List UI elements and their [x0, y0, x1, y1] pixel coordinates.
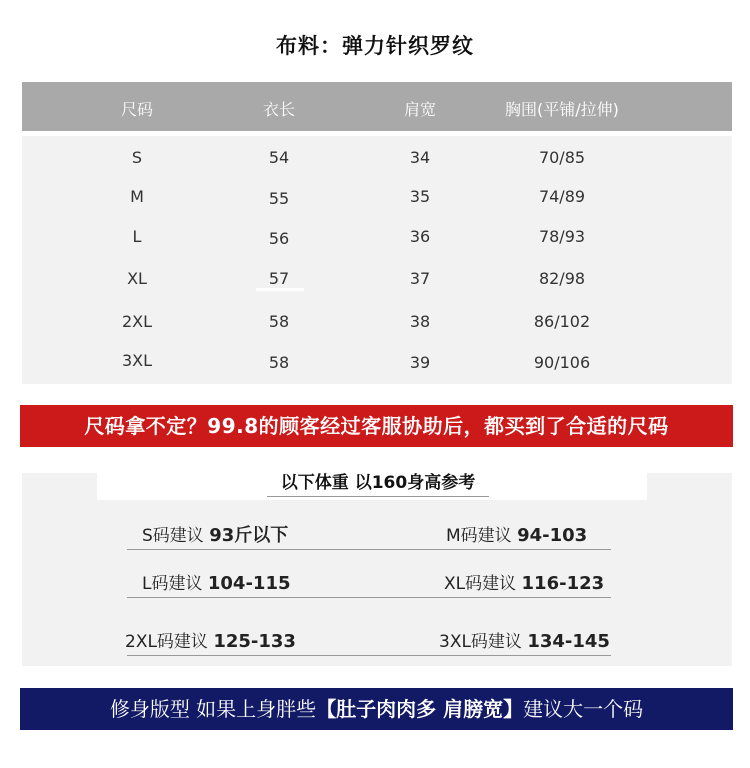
cell-shoulder: 35: [409, 187, 431, 206]
cell-length: 54: [268, 148, 290, 167]
suggestion-2xl: [125, 627, 296, 652]
suggestion-label: 3XL码建议: [439, 632, 528, 652]
fit-advice-banner: [20, 688, 733, 730]
header-shoulder: 肩宽: [403, 100, 436, 119]
suggestion-label: S码建议: [142, 526, 210, 546]
cell-size: 2XL: [121, 312, 153, 331]
suggestion-title: 以下体重 以160身高参考: [267, 473, 489, 497]
cell-size: XL: [127, 269, 147, 288]
cell-shoulder: 34: [409, 148, 431, 167]
size-table-body: [22, 136, 732, 384]
cell-size: M: [130, 187, 144, 206]
suggestion-s: [142, 521, 288, 547]
cell-length: 58: [268, 353, 290, 372]
size-help-banner: 尺码拿不定？99.8的顾客经过客服协助后，都买到了合适的尺码: [20, 405, 733, 447]
cell-size: S: [131, 148, 143, 167]
divider: [127, 549, 611, 550]
cell-length: 56: [268, 229, 290, 248]
suggestion-value: 134-145: [527, 631, 610, 652]
highlight-underline: [256, 288, 304, 291]
cell-shoulder: 39: [409, 353, 431, 372]
suggestion-value: 116-123: [521, 573, 605, 594]
suggestion-value: 125-133: [213, 631, 296, 652]
suggestion-xl: [444, 569, 604, 594]
header-size: 尺码: [120, 100, 153, 119]
cell-chest: 82/98: [538, 269, 586, 288]
divider: [127, 655, 611, 656]
cell-chest: 78/93: [538, 227, 586, 246]
cell-chest: 90/106: [533, 353, 591, 372]
fit-advice-suffix: 建议大一个码: [523, 697, 644, 721]
fit-advice-highlight: 【肚子肉肉多 肩膀宽】: [316, 697, 524, 721]
header-chest: 胸围(平铺/拉伸): [505, 100, 619, 119]
cell-length: 58: [268, 312, 290, 331]
cell-shoulder: 36: [409, 227, 431, 246]
fit-advice-prefix: 修身版型 如果上身胖些: [109, 697, 317, 721]
suggestion-value: 104-115: [207, 573, 291, 594]
suggestion-m: [446, 521, 587, 546]
cell-length: 55: [268, 189, 290, 208]
cell-chest: 74/89: [538, 187, 586, 206]
cell-shoulder: 38: [409, 312, 431, 331]
header-length: 衣长: [262, 100, 295, 119]
suggestion-label: M码建议: [446, 526, 518, 546]
size-table-header: [22, 82, 732, 131]
cell-length: 57: [268, 269, 290, 288]
suggestion-label: XL码建议: [444, 574, 522, 594]
cell-chest: 70/85: [538, 148, 586, 167]
cell-chest: 86/102: [533, 312, 591, 331]
suggestion-label: L码建议: [142, 574, 208, 594]
suggestion-l: [142, 569, 291, 594]
cell-size: 3XL: [121, 351, 153, 370]
fabric-title: 布料：弹力针织罗纹: [276, 34, 474, 58]
suggestion-value: 94-103: [517, 525, 588, 546]
weight-suggestion-panel: [22, 473, 732, 666]
divider: [127, 597, 611, 598]
cell-size: L: [132, 227, 142, 246]
suggestion-label: 2XL码建议: [125, 632, 214, 652]
suggestion-value: 93斤以下: [209, 525, 289, 546]
suggestion-3xl: [439, 627, 610, 652]
cell-shoulder: 37: [409, 269, 431, 288]
